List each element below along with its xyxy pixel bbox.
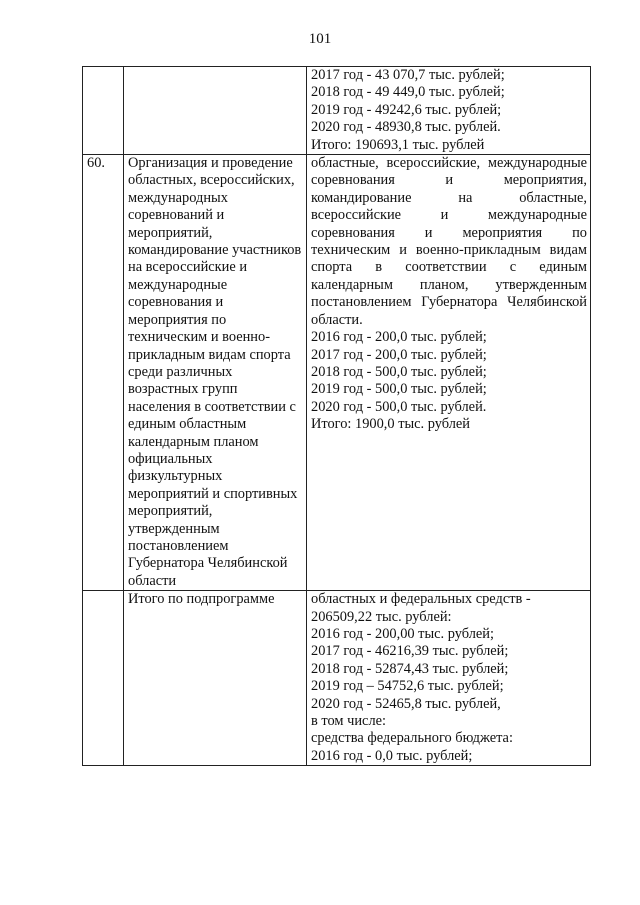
event-name-cell (124, 67, 307, 155)
funding-total-line: Итого: 1900,0 тыс. рублей (311, 416, 470, 433)
funding-line: 2017 год - 43 070,7 тыс. рублей; (311, 67, 505, 83)
funding-line: 206509,22 тыс. рублей: (311, 608, 452, 625)
row-number-cell (83, 67, 124, 155)
event-description: областные, всероссийские, международные соревнования и мероприятия, командирование на областные, всероссийские и международные соревнования и мероприятия по техническим и военно-прикладным видам спорта в соответствии с единым календарным планом, утвержденным постановлением Губернатора Челябинской области. (311, 155, 587, 328)
row-number-cell: 60. (83, 155, 124, 591)
funding-line: 2016 год - 200,0 тыс. рублей; (311, 329, 487, 346)
funding-line: 2020 год - 48930,8 тыс. рублей. (311, 119, 501, 136)
funding-line: 2019 год – 54752,6 тыс. рублей; (311, 678, 504, 695)
funding-line: в том числе: (311, 713, 387, 730)
funding-line: 2017 год - 200,0 тыс. рублей; (311, 346, 487, 363)
funding-cell (307, 155, 591, 591)
funding-line: 2020 год - 52465,8 тыс. рублей, (311, 695, 501, 712)
funding-line: областных и федеральных средств - (311, 591, 531, 608)
funding-line: 2016 год - 200,00 тыс. рублей; (311, 626, 494, 642)
event-name-cell: Организация и проведение областных, всероссийских, международных соревнований и мероприятий, командирование участников на всероссийские и международные соревнования и мероприятия по техническим и военно-прикладным видам спорта среди различных возрастных групп населения в соответствии с единым областным календарным планом официальных физкультурных мероприятий и спортивных мероприятий, утвержденным постановлением Губернатора Челябинской области (124, 155, 307, 591)
table-row-60 (83, 155, 591, 591)
funding-line: 2019 год - 49242,6 тыс. рублей; (311, 101, 502, 118)
table-row-subprogram-total (83, 591, 591, 766)
table-row-previous-tail (83, 67, 591, 155)
funding-line: 2016 год - 0,0 тыс. рублей; (311, 747, 473, 764)
funding-line: 2018 год - 52874,43 тыс. рублей; (311, 660, 509, 677)
program-table (82, 66, 591, 766)
funding-line: средства федерального бюджета: (311, 730, 513, 747)
row-number-cell (83, 591, 124, 766)
funding-line: 2017 год - 46216,39 тыс. рублей; (311, 643, 509, 660)
funding-line: 2018 год - 500,0 тыс. рублей; (311, 363, 487, 380)
funding-line: 2020 год - 500,0 тыс. рублей. (311, 398, 487, 415)
event-name-cell: Итого по подпрограмме (124, 591, 307, 766)
funding-cell (307, 67, 591, 155)
funding-total-line: Итого: 190693,1 тыс. рублей (311, 136, 485, 153)
funding-line: 2019 год - 500,0 тыс. рублей; (311, 381, 487, 398)
page-number: 101 (308, 31, 332, 47)
funding-cell (307, 591, 591, 766)
funding-line: 2018 год - 49 449,0 тыс. рублей; (311, 84, 505, 101)
